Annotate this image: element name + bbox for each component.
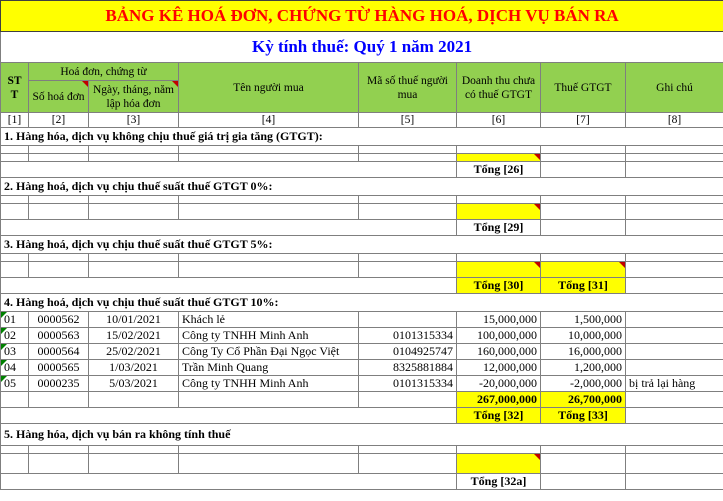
empty-cell[interactable]	[29, 204, 89, 220]
index-cell[interactable]: [4]	[179, 113, 359, 128]
note-cell[interactable]	[626, 312, 723, 328]
vat-cell[interactable]: 16,000,000	[541, 344, 626, 360]
vat-cell[interactable]: 1,500,000	[541, 312, 626, 328]
index-cell[interactable]: [1]	[1, 113, 29, 128]
empty-cell[interactable]	[1, 408, 457, 424]
header-invoice-group[interactable]: Hoá đơn, chứng từ	[29, 63, 179, 81]
empty-cell[interactable]	[1, 254, 29, 262]
empty-cell[interactable]	[626, 146, 723, 154]
empty-cell[interactable]	[541, 146, 626, 154]
empty-cell[interactable]	[541, 204, 626, 220]
empty-cell[interactable]	[29, 254, 89, 262]
empty-cell[interactable]	[359, 446, 457, 454]
empty-cell[interactable]	[626, 474, 723, 490]
invoice-no-cell[interactable]: 0000565	[29, 360, 89, 376]
empty-cell[interactable]	[1, 146, 29, 154]
empty-cell[interactable]	[1, 262, 29, 278]
section-3-label[interactable]: 3. Hàng hoá, dịch vụ chịu thuế suất thuế GTGT 5%:	[1, 236, 723, 254]
index-cell[interactable]: [6]	[457, 113, 541, 128]
empty-cell[interactable]	[179, 392, 359, 408]
empty-cell[interactable]	[1, 220, 457, 236]
empty-cell[interactable]	[541, 254, 626, 262]
empty-cell[interactable]	[359, 262, 457, 278]
section-2-label[interactable]: 2. Hàng hoá, dịch vụ chịu thuế suất thuế GTGT 0%:	[1, 178, 723, 196]
empty-cell[interactable]	[359, 154, 457, 162]
invoice-date-cell[interactable]: 25/02/2021	[89, 344, 179, 360]
tax-code-cell[interactable]	[359, 312, 457, 328]
empty-cell[interactable]	[89, 454, 179, 474]
empty-cell[interactable]	[541, 220, 626, 236]
total-label-32[interactable]: Tổng [32]	[457, 408, 541, 424]
empty-cell[interactable]	[89, 196, 179, 204]
sheet-title[interactable]: BẢNG KÊ HOÁ ĐƠN, CHỨNG TỪ HÀNG HOÁ, DỊCH VỤ BÁN RA	[1, 1, 723, 32]
empty-cell[interactable]	[179, 254, 359, 262]
table-row	[1, 328, 723, 344]
sum-revenue-s1[interactable]	[457, 154, 541, 162]
empty-cell[interactable]	[1, 204, 29, 220]
empty-cell[interactable]	[626, 196, 723, 204]
empty-cell[interactable]	[359, 204, 457, 220]
section-5-label[interactable]: 5. Hàng hóa, dịch vụ bán ra không tính thuế	[1, 424, 723, 446]
empty-cell[interactable]	[89, 392, 179, 408]
invoice-no-cell[interactable]: 0000563	[29, 328, 89, 344]
section-1-label[interactable]: 1. Hàng hóa, dịch vụ không chịu thuế giá trị gia tăng (GTGT):	[1, 128, 723, 146]
total-label-33[interactable]: Tổng [33]	[541, 408, 626, 424]
empty-cell[interactable]	[179, 154, 359, 162]
invoice-date-cell[interactable]: 5/03/2021	[89, 376, 179, 392]
empty-cell[interactable]	[626, 446, 723, 454]
revenue-cell[interactable]: 15,000,000	[457, 312, 541, 328]
revenue-cell[interactable]: -20,000,000	[457, 376, 541, 392]
empty-cell[interactable]	[541, 474, 626, 490]
section-4-label[interactable]: 4. Hàng hoá, dịch vụ chịu thuế suất thuế GTGT 10%:	[1, 294, 723, 312]
empty-cell[interactable]	[626, 262, 723, 278]
total-label-30[interactable]: Tổng [30]	[457, 278, 541, 294]
empty-cell[interactable]	[541, 454, 626, 474]
empty-cell[interactable]	[29, 454, 89, 474]
tax-code-cell[interactable]: 0101315334	[359, 376, 457, 392]
empty-cell[interactable]	[89, 254, 179, 262]
empty-cell[interactable]	[1, 446, 29, 454]
empty-cell[interactable]	[179, 446, 359, 454]
index-cell[interactable]: [3]	[89, 113, 179, 128]
table-row	[1, 312, 723, 328]
empty-cell[interactable]	[29, 146, 89, 154]
note-cell[interactable]	[626, 360, 723, 376]
empty-cell[interactable]	[89, 204, 179, 220]
empty-cell[interactable]	[1, 196, 29, 204]
empty-cell[interactable]	[541, 196, 626, 204]
empty-cell[interactable]	[457, 254, 541, 262]
empty-cell[interactable]	[89, 146, 179, 154]
empty-cell[interactable]	[1, 162, 457, 178]
header-note[interactable]: Ghi chú	[626, 63, 723, 113]
table-row	[1, 344, 723, 360]
sum-revenue-s2[interactable]	[457, 204, 541, 220]
empty-cell[interactable]	[626, 454, 723, 474]
note-cell[interactable]: bị trả lại hàng	[626, 376, 723, 392]
sum-vat-s3[interactable]	[541, 262, 626, 278]
empty-cell[interactable]	[1, 392, 29, 408]
index-cell[interactable]: [8]	[626, 113, 723, 128]
invoice-date-cell[interactable]: 10/01/2021	[89, 312, 179, 328]
empty-cell[interactable]	[1, 474, 457, 490]
invoice-no-cell[interactable]: 0000562	[29, 312, 89, 328]
stt-cell[interactable]: 01	[1, 312, 29, 328]
index-cell[interactable]: [2]	[29, 113, 89, 128]
empty-cell[interactable]	[29, 446, 89, 454]
sum-vat-s4[interactable]: 26,700,000	[541, 392, 626, 408]
header-buyer[interactable]: Tên người mua	[179, 63, 359, 113]
invoice-date-cell[interactable]: 15/02/2021	[89, 328, 179, 344]
header-revenue[interactable]: Doanh thu chưa có thuế GTGT	[457, 63, 541, 113]
empty-cell[interactable]	[359, 146, 457, 154]
empty-cell[interactable]	[29, 196, 89, 204]
buyer-cell[interactable]: Công ty TNHH Minh Anh	[179, 328, 359, 344]
tax-code-cell[interactable]: 8325881884	[359, 360, 457, 376]
empty-cell[interactable]	[1, 154, 29, 162]
total-label-32a[interactable]: Tổng [32a]	[457, 474, 541, 490]
empty-cell[interactable]	[29, 262, 89, 278]
stt-cell[interactable]: 02	[1, 328, 29, 344]
empty-cell[interactable]	[1, 454, 29, 474]
invoice-no-cell[interactable]: 0000235	[29, 376, 89, 392]
sum-revenue-s4[interactable]: 267,000,000	[457, 392, 541, 408]
header-vat[interactable]: Thuế GTGT	[541, 63, 626, 113]
empty-cell[interactable]	[457, 446, 541, 454]
stt-cell[interactable]: 05	[1, 376, 29, 392]
empty-cell[interactable]	[179, 204, 359, 220]
empty-cell[interactable]	[89, 446, 179, 454]
note-cell[interactable]	[626, 344, 723, 360]
tax-code-cell[interactable]: 0104925747	[359, 344, 457, 360]
empty-cell[interactable]	[89, 262, 179, 278]
empty-cell[interactable]	[626, 220, 723, 236]
revenue-cell[interactable]: 160,000,000	[457, 344, 541, 360]
invoice-no-cell[interactable]: 0000564	[29, 344, 89, 360]
revenue-cell[interactable]: 12,000,000	[457, 360, 541, 376]
empty-cell[interactable]	[541, 162, 626, 178]
header-stt[interactable]: ST T	[1, 63, 29, 113]
vat-cell[interactable]: 10,000,000	[541, 328, 626, 344]
empty-cell[interactable]	[457, 146, 541, 154]
empty-cell[interactable]	[179, 262, 359, 278]
tax-period[interactable]: Kỳ tính thuế: Quý 1 năm 2021	[1, 32, 723, 63]
empty-cell[interactable]	[626, 154, 723, 162]
sum-revenue-s5[interactable]	[457, 454, 541, 474]
revenue-cell[interactable]: 100,000,000	[457, 328, 541, 344]
header-tax-code[interactable]: Mã số thuế người mua	[359, 63, 457, 113]
empty-cell[interactable]	[359, 254, 457, 262]
empty-cell[interactable]	[626, 278, 723, 294]
empty-cell[interactable]	[1, 278, 457, 294]
total-label-26[interactable]: Tổng [26]	[457, 162, 541, 178]
header-invoice-date[interactable]: Ngày, tháng, năm lập hóa đơn	[89, 81, 179, 113]
table-row	[1, 360, 723, 376]
empty-cell[interactable]	[359, 196, 457, 204]
empty-cell[interactable]	[541, 154, 626, 162]
vat-cell[interactable]: -2,000,000	[541, 376, 626, 392]
empty-cell[interactable]	[541, 446, 626, 454]
stt-cell[interactable]: 03	[1, 344, 29, 360]
empty-cell[interactable]	[179, 454, 359, 474]
buyer-cell[interactable]: Công ty TNHH Minh Anh	[179, 376, 359, 392]
total-label-29[interactable]: Tổng [29]	[457, 220, 541, 236]
empty-cell[interactable]	[29, 392, 89, 408]
index-cell[interactable]: [7]	[541, 113, 626, 128]
vat-cell[interactable]: 1,200,000	[541, 360, 626, 376]
header-invoice-no[interactable]: Số hoá đơn	[29, 81, 89, 113]
empty-cell[interactable]	[359, 392, 457, 408]
empty-cell[interactable]	[626, 408, 723, 424]
table-row	[1, 376, 723, 392]
buyer-cell[interactable]: Công Ty Cổ Phần Đại Ngọc Việt	[179, 344, 359, 360]
empty-cell[interactable]	[179, 146, 359, 154]
empty-cell[interactable]	[359, 454, 457, 474]
note-cell[interactable]	[626, 328, 723, 344]
stt-cell[interactable]: 04	[1, 360, 29, 376]
empty-cell[interactable]	[626, 392, 723, 408]
buyer-cell[interactable]: Khách lẻ	[179, 312, 359, 328]
sum-revenue-s3[interactable]	[457, 262, 541, 278]
empty-cell[interactable]	[29, 154, 89, 162]
empty-cell[interactable]	[179, 196, 359, 204]
invoice-date-cell[interactable]: 1/03/2021	[89, 360, 179, 376]
empty-cell[interactable]	[626, 254, 723, 262]
empty-cell[interactable]	[89, 154, 179, 162]
buyer-cell[interactable]: Trần Minh Quang	[179, 360, 359, 376]
empty-cell[interactable]	[626, 162, 723, 178]
index-cell[interactable]: [5]	[359, 113, 457, 128]
empty-cell[interactable]	[457, 196, 541, 204]
total-label-31[interactable]: Tổng [31]	[541, 278, 626, 294]
empty-cell[interactable]	[626, 204, 723, 220]
tax-code-cell[interactable]: 0101315334	[359, 328, 457, 344]
